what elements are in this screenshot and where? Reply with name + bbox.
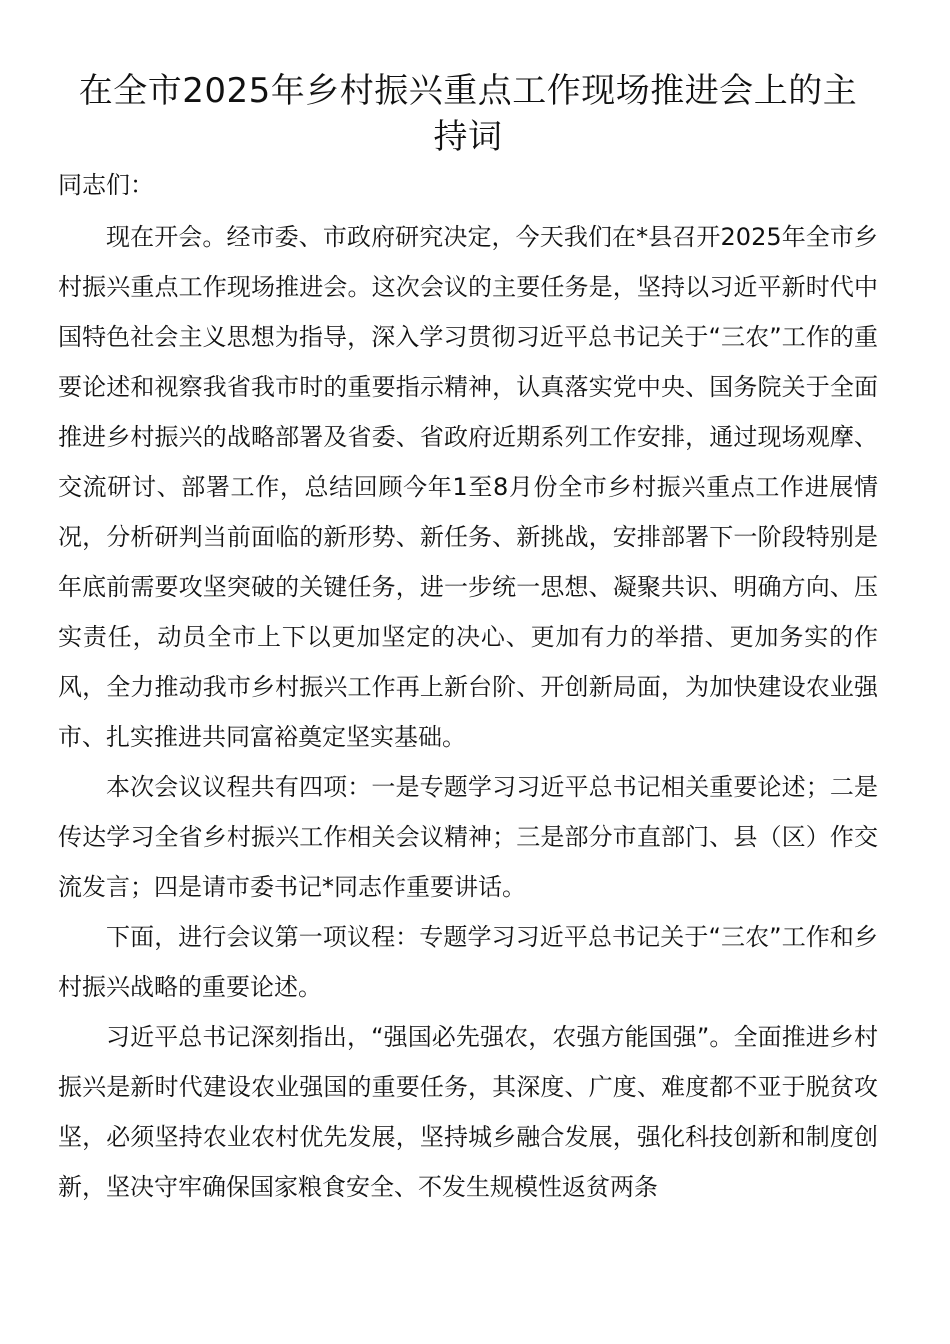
paragraph-quote: 习近平总书记深刻指出，“强国必先强农，农强方能国强”。全面推进乡村振兴是新时代建设农业强国的重要任务，其深度、广度、难度都不亚于脱贫攻坚，必须坚持农业农村优先发展，坚持城乡融合发展，强化科技创新和制度创新，坚决守牢确保国家粮食安全、不发生规模性返贫两条 xyxy=(58,1023,878,1201)
greeting: 同志们： xyxy=(58,171,154,199)
paragraph-first-item: 下面，进行会议第一项议程：专题学习习近平总书记关于“三农”工作和乡村振兴战略的重要论述。 xyxy=(58,923,878,1001)
paragraph-agenda: 本次会议议程共有四项：一是专题学习习近平总书记相关重要论述；二是传达学习全省乡村振兴工作相关会议精神；三是部分市直部门、县（区）作交流发言；四是请市委书记*同志作重要讲话。 xyxy=(58,773,878,901)
paragraph-opening: 现在开会。经市委、市政府研究决定，今天我们在*县召开2025年全市乡村振兴重点工作现场推进会。这次会议的主要任务是，坚持以习近平新时代中国特色社会主义思想为指导，深入学习贯彻习近平总书记关于“三农”工作的重要论述和视察我省我市时的重要指示精神，认真落实党中央、国务院关于全面推进乡村振兴的战略部署及省委、省政府近期系列工作安排，通过现场观摩、交流研讨、部署工作，总结回顾今年1至8月份全市乡村振兴重点工作进展情况，分析研判当前面临的新形势、新任务、新挑战，安排部署下一阶段特别是年底前需要攻坚突破的关键任务，进一步统一思想、凝聚共识、明确方向、压实责任，动员全市上下以更加坚定的决心、更加有力的举措、更加务实的作风，全力推动我市乡村振兴工作再上新台阶、开创新局面，为加快建设农业强市、扎实推进共同富裕奠定坚实基础。 xyxy=(58,223,878,751)
document-title: 在全市2025年乡村振兴重点工作现场推进会上的主持词 xyxy=(78,71,858,157)
